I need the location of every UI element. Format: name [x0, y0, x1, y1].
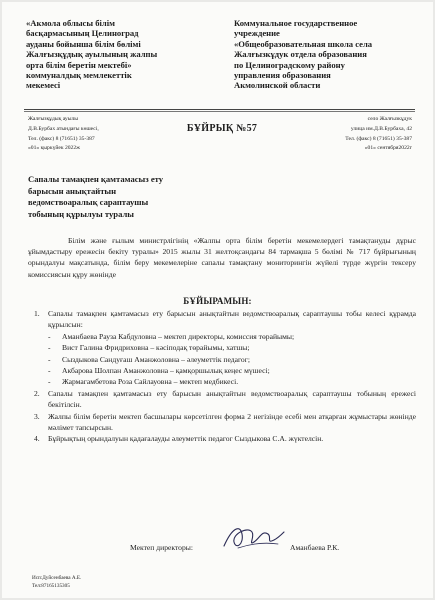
order-item — [34, 388, 416, 411]
bullet-dash: - — [48, 343, 51, 353]
order-subject: Сапалы тамақпен қамтамасыз ету барысын анықтайтын ведомствоаралық сараптаушы тобының құрылуы туралы — [28, 174, 164, 219]
signature-label: Мектеп директоры: — [130, 543, 193, 552]
order-item — [34, 308, 416, 331]
header-org-russian: Коммунальное государственное учреждение «Общеобразовательная школа села Жалғызкұдук отдела образования по Целиноградскому району управления образования Акмолинской области — [234, 18, 373, 91]
contacts-russian: село Жалғызкұдук улица им.Д.В.Бурбаха, 42 Тел. (факс) 8 (71651) 35-387 «01» сентября2022г — [345, 116, 412, 152]
document-page — [2, 2, 433, 598]
bullet-dash: - — [48, 331, 51, 341]
order-item — [34, 411, 416, 434]
item-text: Жалпы білім беретін мектеп басшылары көрсетілген форма 2 негізінде есебі мен атқарған жұмыстары жөнінде мәлімет тапсырсын. — [48, 411, 416, 433]
member-text: Вист Галина Фридриховна – кәсіподақ төрайымы, хатшы; — [62, 343, 250, 353]
member-text: Аманбаева Рауза Кабдуловна – мектеп директоры, комиссия төрайымы; — [62, 331, 295, 341]
order-heading: БҰЙЫРАМЫН: — [183, 296, 252, 306]
member-row — [34, 365, 416, 376]
member-row — [34, 354, 416, 365]
order-item — [34, 433, 416, 444]
signatory-name: Аманбаева Р.К. — [290, 543, 340, 552]
member-text: Акбарова Шолпан Аманжоловна – қамқоршылық кеңес мүшесі; — [62, 366, 270, 376]
item-text: Бұйрықтың орындалуын қадағалауды әлеуметтік педагог Сыздыкова С.А. жүктелсін. — [48, 434, 324, 444]
member-row — [34, 331, 416, 342]
handwritten-signature — [218, 520, 288, 554]
member-row — [34, 376, 416, 387]
intro-paragraph: Білім және ғылым министрлігінің «Жалпы орта білім беретін мекемелердегі тамақтануды дұрыс ұйымдастыру ережесін бекіту туралы» 2015 жылы 31 желтоқсандағы 84 тармақша 5 бөлімі № 717 бұйрығының орындалуы мақсатында, білім беру мекемелеріне сапалы тамақтану мониторингін жүйелі түрде жүргін тексеру комиссиясын құру жөнінде — [28, 236, 416, 279]
executor-footer: Исп:Дуйсенбаева А.Е. Тел:87165135305 — [32, 575, 82, 590]
member-row — [34, 342, 416, 353]
order-title: БҰЙРЫҚ №57 — [186, 123, 258, 134]
member-text: Жармагамбетова Роза Сайлауовна – мектеп медбикесі. — [62, 377, 239, 387]
item-number: 4. — [34, 434, 40, 444]
header-org-kazakh: «Акмола облысы білім басқармасының Целиноград ауданы бойынша білім бөлімі Жалғызқұдық ауылының жалпы орта білім беретін мектебі» коммуналдық мемлекеттік мекемесі — [26, 18, 158, 91]
item-number: 3. — [34, 411, 40, 421]
bullet-dash: - — [48, 377, 51, 387]
item-text: Сапалы тамақпен қамтамасыз ету барысын анықтайтын ведомствоаралық сараптаушы тобы келесі құрамда құрылсын: — [48, 309, 416, 330]
order-items — [34, 308, 416, 445]
item-text: Сапалы тамақпен қамтамасыз ету барысын анықтайтын ведомствоаралық сараптаушы тобының ережесі бекітілсін. — [48, 388, 416, 410]
header-divider-thin — [24, 111, 415, 112]
item-number: 2. — [34, 388, 40, 398]
bullet-dash: - — [48, 366, 51, 376]
item-number: 1. — [34, 309, 40, 318]
contacts-kazakh: Жалғызқұдық ауылы Д.В.Бурбах атындағы көшесі, Тел. (факс) 8 (71651) 35-387 «01» қыркүйек 2022ж — [28, 116, 99, 152]
bullet-dash: - — [48, 354, 51, 364]
header-divider — [24, 109, 415, 110]
member-text: Сыздыкова Сандуғаш Аманжоловна – әлеуметтік педагог; — [62, 354, 250, 364]
